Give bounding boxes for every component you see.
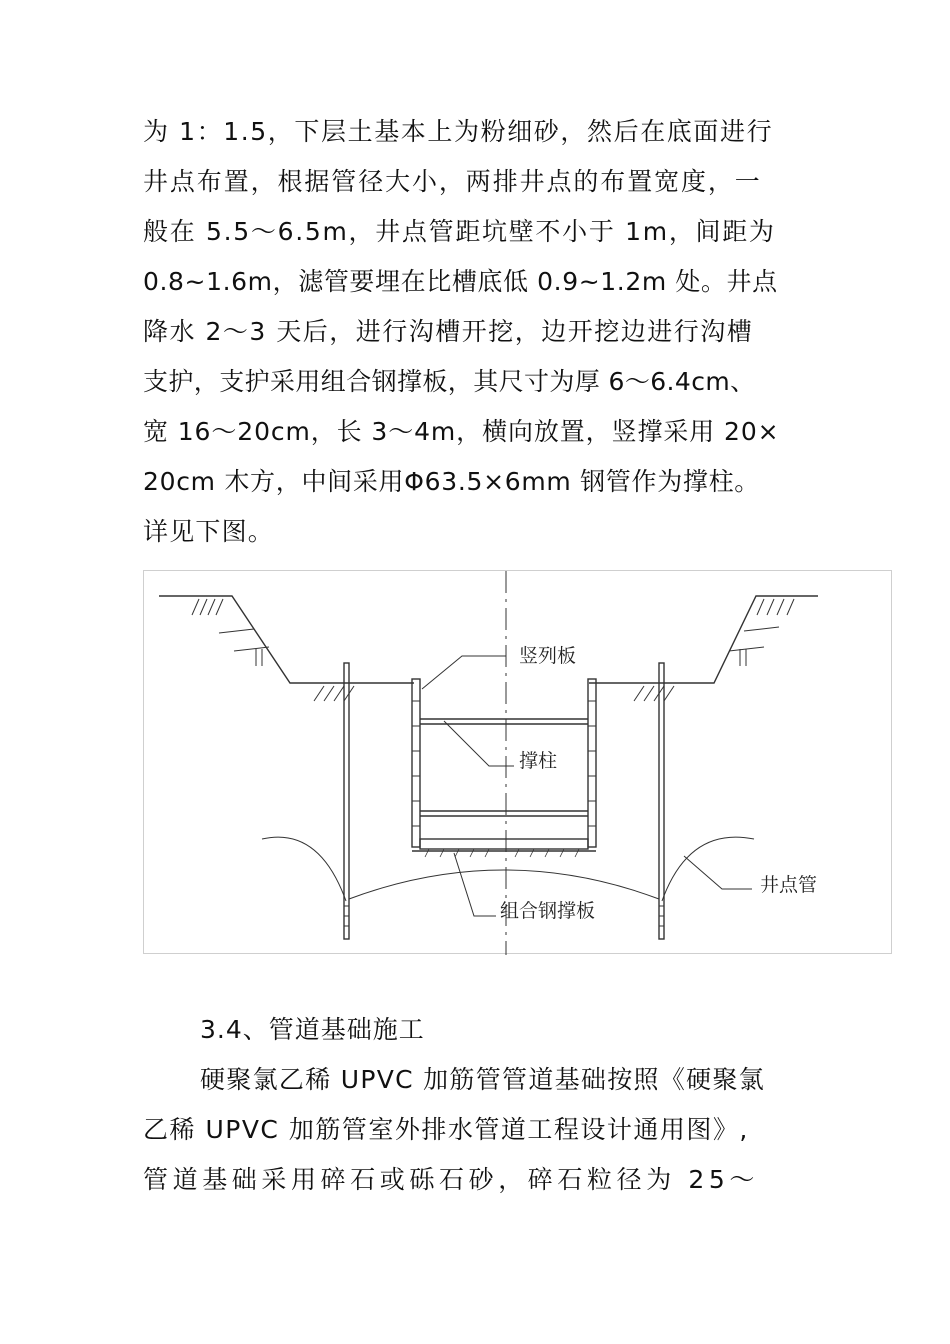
soil-hatch xyxy=(192,599,794,701)
text-line: 20cm 木方，中间采用Φ63.5×6mm 钢管作为撑柱。 xyxy=(143,467,761,496)
right-vertical-board xyxy=(588,679,596,847)
text-line: 硬聚氯乙稀 UPVC 加筋管管道基础按照《硬聚氯 xyxy=(200,1065,766,1094)
leader-well-point xyxy=(684,856,752,889)
right-dewater-curve xyxy=(662,837,754,901)
right-slope-outline xyxy=(589,596,818,683)
text-line: 详见下图。 xyxy=(143,517,275,546)
text-line: 0.8~1.6m，滤管要埋在比槽底低 0.9~1.2m 处。井点 xyxy=(143,267,778,296)
left-slope-outline xyxy=(159,596,414,683)
text-line: 乙稀 UPVC 加筋管室外排水管道工程设计通用图》, xyxy=(143,1115,749,1144)
text-line: 为 1：1.5，下层土基本上为粉细砂，然后在底面进行 xyxy=(143,117,774,146)
trench-diagram-svg xyxy=(144,571,893,955)
left-dewater-curve xyxy=(262,837,346,901)
text-line: 般在 5.5～6.5m，井点管距坑壁不小于 1m，间距为 xyxy=(143,217,776,246)
label-strut: 撑柱 xyxy=(519,750,558,772)
text-line: 管道基础采用碎石或砾石砂，碎石粒径为 25～ xyxy=(143,1165,759,1194)
bottom-steel-board xyxy=(420,839,588,849)
label-vertical-board: 竖列板 xyxy=(519,645,577,667)
text-line: 井点布置，根据管径大小，两排井点的布置宽度，一 xyxy=(143,167,762,196)
label-steel-board: 组合钢撑板 xyxy=(500,900,596,922)
leader-strut xyxy=(444,721,514,766)
text-line: 支护，支护采用组合钢撑板，其尺寸为厚 6～6.4cm、 xyxy=(143,367,756,396)
text-line: 宽 16～20cm，长 3～4m，横向放置，竖撑采用 20× xyxy=(143,417,780,446)
label-well-point-pipe: 井点管 xyxy=(760,874,818,896)
leader-steel-board xyxy=(454,853,496,916)
left-vertical-board xyxy=(412,679,420,847)
text-line: 降水 2～3 天后，进行沟槽开挖，边开挖边进行沟槽 xyxy=(143,317,754,346)
leader-vertical-board xyxy=(422,656,506,689)
section-heading: 3.4、管道基础施工 xyxy=(200,1015,425,1044)
trench-support-diagram xyxy=(143,570,892,954)
center-dewater-curve xyxy=(349,870,659,899)
